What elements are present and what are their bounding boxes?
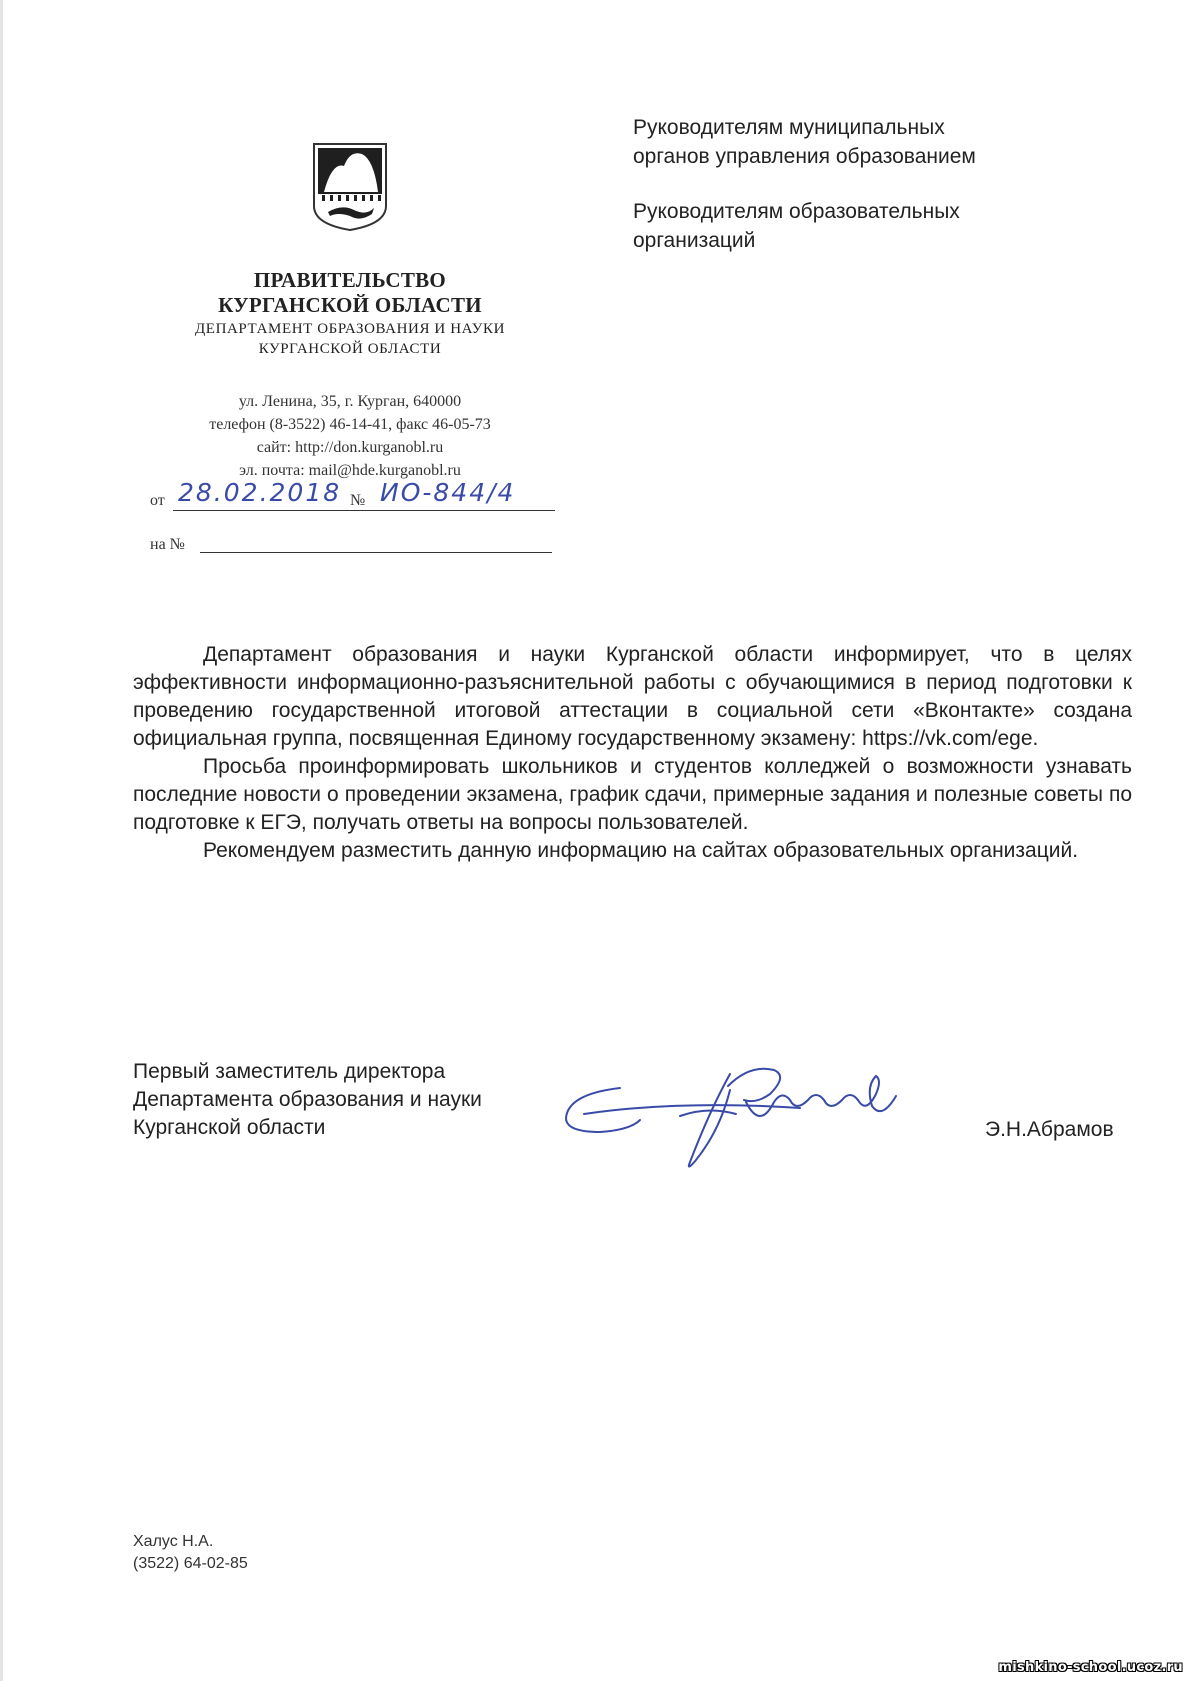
email: эл. почта: mail@hde.kurganobl.ru	[239, 462, 461, 479]
letterhead	[150, 268, 550, 358]
executor-name: Халус Н.А.	[133, 1533, 214, 1550]
executor-block	[133, 1531, 248, 1575]
ref-number-underline	[375, 510, 555, 511]
ref-date-handwritten: 28.02.2018	[178, 478, 342, 507]
page-edge	[0, 0, 3, 1681]
org-title: ПРАВИТЕЛЬСТВО	[253, 268, 447, 292]
addressee-line: организаций	[633, 229, 756, 252]
dept-title: ДЕПАРТАМЕНТ ОБРАЗОВАНИЯ И НАУКИ	[194, 321, 506, 337]
contacts-block	[150, 390, 550, 482]
body-paragraph: Рекомендуем разместить данную информацию на сайтах образовательных организаций.	[203, 839, 1079, 862]
signer-position-line: Департамента образования и науки	[133, 1088, 482, 1111]
signer-position	[133, 1058, 603, 1142]
addressee-organizations	[633, 197, 1133, 255]
dept-title: КУРГАНСКОЙ ОБЛАСТИ	[258, 341, 442, 357]
handwritten-signature	[560, 1050, 920, 1180]
in-reply-line	[150, 530, 560, 556]
address: ул. Ленина, 35, г. Курган, 640000	[238, 393, 462, 410]
ref-number-handwritten: ИО-844/4	[380, 478, 516, 507]
addressees-block	[633, 113, 1133, 281]
org-title: КУРГАНСКОЙ ОБЛАСТИ	[218, 293, 482, 317]
ref-number-label: №	[350, 492, 366, 509]
in-reply-label: на №	[150, 536, 185, 553]
phone: телефон (8-3522) 46-14-41, факс 46-05-73	[209, 416, 491, 433]
letter-body	[133, 641, 1132, 865]
website: сайт: http://don.kurganobl.ru	[256, 439, 444, 456]
body-paragraph: Департамент образования и науки Курганской области информирует, что в целях эффективности информационно-разъяснительной работы с обучающимися в период подготовки к проведению государственной итоговой аттестации в социальной сети «Вконтакте» создана официальная группа, посвященная Единому государственному экзамену: https://vk.com/ege.	[133, 643, 1132, 750]
signer-position-line: Курганской области	[133, 1116, 326, 1139]
addressee-line: Руководителям муниципальных	[633, 116, 945, 139]
signer-position-line: Первый заместитель директора	[133, 1060, 446, 1083]
signer-name: Э.Н.Абрамов	[985, 1118, 1114, 1141]
site-watermark: mishkino-school.ucoz.ru	[998, 1660, 1183, 1675]
coat-of-arms-icon	[310, 140, 390, 232]
addressee-line: органов управления образованием	[633, 145, 976, 168]
executor-phone: (3522) 64-02-85	[133, 1555, 248, 1572]
addressee-line: Руководителям образовательных	[633, 200, 960, 223]
body-paragraph: Просьба проинформировать школьников и студентов колледжей о возможности узнавать последние новости о проведении экзамена, график сдачи, примерные задания и полезные советы по подготовке к ЕГЭ, получать ответы на вопросы пользователей.	[133, 755, 1132, 834]
reference-line	[150, 478, 560, 514]
ref-date-label: от	[150, 492, 165, 509]
addressee-municipal	[633, 113, 1133, 171]
in-reply-underline	[200, 552, 552, 553]
